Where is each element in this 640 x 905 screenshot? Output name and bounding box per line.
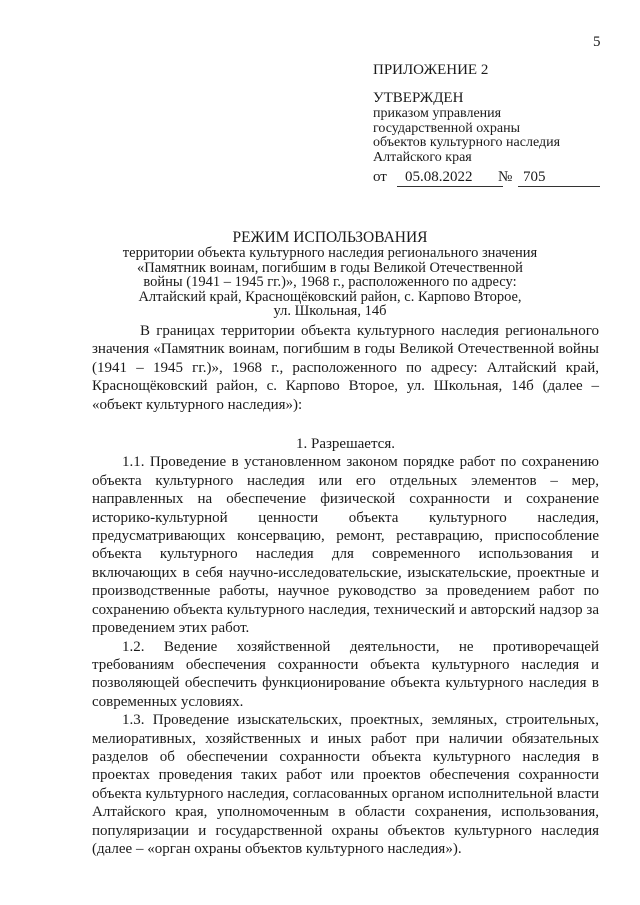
from-label: от (373, 169, 387, 185)
order-details-row (373, 169, 613, 189)
approved-by-line: приказом управления (373, 106, 502, 121)
date-underline (397, 186, 503, 187)
approved-by-line: государственной охраны (373, 120, 521, 136)
document-body (92, 322, 599, 858)
order-date: 05.08.2022 (405, 169, 473, 185)
clause-1-2: 1.2. Ведение хозяйственной деятельности, не противоречащей требованиям обеспечения сохранности объекта культурного наследия и позволяющей обеспечить функционирование объекта культурного наследия в современных условиях. (92, 638, 599, 710)
order-number: 705 (523, 169, 546, 185)
title-line: ул. Школьная, 14б (273, 303, 387, 320)
title-line: Алтайский край, Краснощёковский район, с. Карпово Второе, (138, 288, 522, 305)
approved-by-line: объектов культурного наследия (373, 135, 561, 150)
number-underline (518, 186, 600, 187)
approval-block (373, 61, 613, 189)
title-line: территории объекта культурного наследия регионального значения (122, 245, 538, 261)
approved-label: УТВЕРЖДЕН (373, 90, 464, 106)
clause-1-3: 1.3. Проведение изыскательских, проектных, земляных, строительных, мелиоративных, хозяйственных и иных работ при наличии обязательных разделов об обеспечении сохранности объекта культурного наследия в проектах проведения таких работ или проектов обеспечения сохранности объекта культурного наследия, согласованных органом исполнительной власти Алтайского края, уполномоченным в области сохранения, использования, популяризации и государственной охраны объектов культурного наследия (далее – «орган охраны объектов культурного наследия»). (92, 712, 599, 857)
intro-paragraph: В границах территории объекта культурного наследия регионального значения «Памятник воинам, погибшим в годы Великой Отечественной войны (1941 – 1945 гг.)», 1968 г., расположенного по адресу: Алтайский край, Краснощёковский район, с. Карпово Второе, ул. Школьная, 14б (далее – «объект культурного наследия»): (92, 323, 599, 413)
document-title-block (100, 229, 560, 319)
document-title: РЕЖИМ ИСПОЛЬЗОВАНИЯ (232, 229, 428, 246)
appendix-label: ПРИЛОЖЕНИЕ 2 (373, 62, 489, 78)
page-number: 5 (593, 34, 601, 50)
number-sign: № (498, 169, 513, 185)
title-line: войны (1941 – 1945 гг.)», 1968 г., расположенного по адресу: (143, 274, 517, 291)
approved-by-line: Алтайского края (373, 149, 472, 165)
section-heading: 1. Разрешается. (296, 436, 395, 453)
clause-1-1: 1.1. Проведение в установленном законом порядке работ по сохранению объекта культурного наследия или его отдельных элементов – мер, направленных на обеспечение физической сохранности и сохранение историко-культурной ценности объекта культурного наследия, предусматривающих консервацию, ремонт, реставрацию, приспособление объекта культурного наследия для современного использования и включающих в себя научно-исследовательские, изыскательские, проектные и производственные работы, научное руководство за проведением работ по сохранению объекта культурного наследия, технический и авторский надзор за проведением этих работ. (92, 454, 599, 637)
title-line: «Памятник воинам, погибшим в годы Великой Отечественной (137, 259, 523, 276)
